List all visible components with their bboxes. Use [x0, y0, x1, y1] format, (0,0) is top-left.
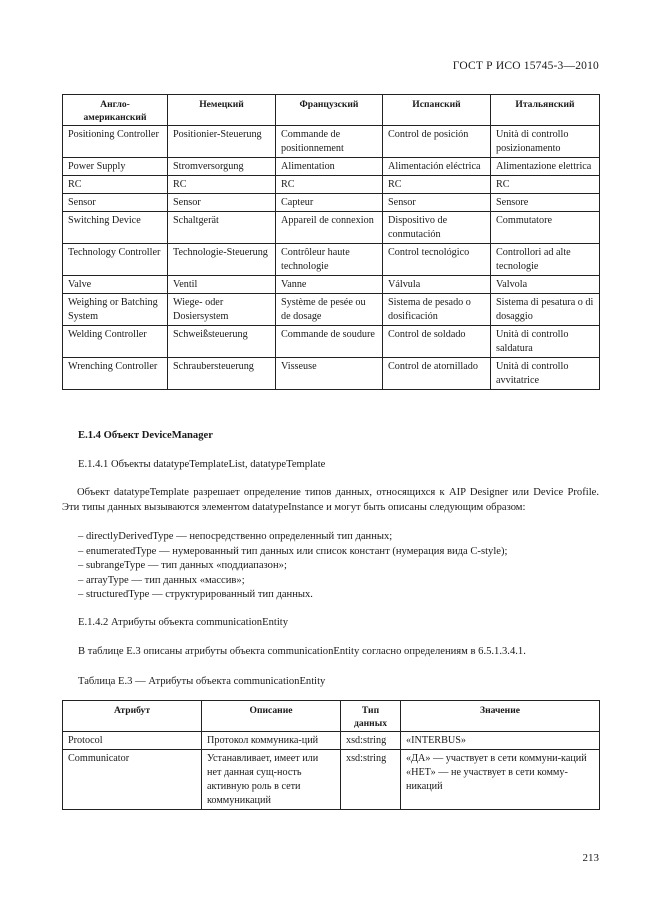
- column-header: Атрибут: [63, 701, 202, 732]
- section-heading-e14: E.1.4 Объект DeviceManager: [78, 430, 213, 441]
- table-cell: Système de pesée ou de dosage: [276, 294, 383, 326]
- column-header: Тип данных: [341, 701, 401, 732]
- table-cell: Alimentación eléctrica: [383, 158, 491, 176]
- table-cell: Wrenching Controller: [63, 358, 168, 390]
- table-cell: Schweißsteuerung: [168, 326, 276, 358]
- page-number: 213: [582, 852, 599, 864]
- table-cell: Appareil de connexion: [276, 212, 383, 244]
- table-cell: RC: [63, 176, 168, 194]
- paragraph-table-reference: В таблице E.3 описаны атрибуты объекта communicationEntity согласно определениям в 6.5.1.3.4.1.: [78, 646, 526, 657]
- table-row: [63, 176, 600, 194]
- table-cell: Unità di controllo avvitatrice: [491, 358, 600, 390]
- table-cell: Positioning Controller: [63, 126, 168, 158]
- datatype-list: [78, 530, 598, 603]
- table-cell: Протокол коммуника-ций: [202, 732, 341, 750]
- table-cell: Sensore: [491, 194, 600, 212]
- table-cell: Ventil: [168, 276, 276, 294]
- table-cell: Sensor: [63, 194, 168, 212]
- table-cell: Stromversorgung: [168, 158, 276, 176]
- list-item: – structuredType — структурированный тип данных.: [78, 589, 313, 600]
- table-row: [63, 158, 600, 176]
- table-cell: Schaltgerät: [168, 212, 276, 244]
- table-cell: xsd:string: [341, 732, 401, 750]
- table-row: [63, 294, 600, 326]
- list-item: – enumeratedType — нумерованный тип данных или список констант (нумерация вида C-style);: [78, 545, 508, 557]
- table-header-row: [63, 701, 600, 732]
- table-cell: «ДА» — участвует в сети коммуни-каций «НЕТ» — не участвует в сети комму-никаций: [401, 750, 600, 810]
- table-cell: Устанавливает, имеет или нет данная сущ-ность активную роль в сети коммуникаций: [202, 750, 341, 810]
- table-cell: Alimentazione elettrica: [491, 158, 600, 176]
- table-cell: Contrôleur haute technologie: [276, 244, 383, 276]
- table-row: [63, 276, 600, 294]
- attributes-table: [62, 700, 600, 810]
- table-cell: Valve: [63, 276, 168, 294]
- paragraph-datatype-template: Объект datatypeTemplate разрешает определение типов данных, относящихся к AIP Designer или Device Profile. Эти типы данных вызываются элементом datatypeInstance и могут быть описаны следующим образом:: [62, 487, 599, 513]
- table-cell: Positionier-Steuerung: [168, 126, 276, 158]
- section-heading-e142: E.1.4.2 Атрибуты объекта communicationEntity: [78, 617, 288, 628]
- table-cell: Communicator: [63, 750, 202, 810]
- table-cell: Unità di controllo saldatura: [491, 326, 600, 358]
- column-header: Итальянский: [491, 95, 600, 126]
- table-cell: Sensor: [168, 194, 276, 212]
- table-row: [63, 194, 600, 212]
- table-cell: Sensor: [383, 194, 491, 212]
- table-cell: Sistema de pesado o dosificación: [383, 294, 491, 326]
- column-header: Французский: [276, 95, 383, 126]
- table-cell: Technology Controller: [63, 244, 168, 276]
- table-row: [63, 126, 600, 158]
- section-heading-e141: E.1.4.1 Объекты datatypeTemplateList, datatypeTemplate: [78, 459, 326, 470]
- list-item: – subrangeType — тип данных «поддиапазон»;: [78, 560, 287, 571]
- table-cell: Weighing or Batching System: [63, 294, 168, 326]
- table-cell: Valvola: [491, 276, 600, 294]
- table-row: [63, 732, 600, 750]
- table-cell: Alimentation: [276, 158, 383, 176]
- table-caption: Таблица E.3 — Атрибуты объекта communicationEntity: [78, 676, 326, 687]
- table-cell: «INTERBUS»: [401, 732, 600, 750]
- table-cell: Welding Controller: [63, 326, 168, 358]
- column-header: Англо-американский: [63, 95, 168, 126]
- table-row: [63, 212, 600, 244]
- list-item: – directlyDerivedType — непосредственно определенный тип данных;: [78, 531, 393, 542]
- table-header-row: [63, 95, 600, 126]
- table-row: [63, 244, 600, 276]
- table-cell: RC: [276, 176, 383, 194]
- table-cell: Commande de soudure: [276, 326, 383, 358]
- table-cell: RC: [491, 176, 600, 194]
- table-row: [63, 358, 600, 390]
- table-cell: Commutatore: [491, 212, 600, 244]
- column-header: Испанский: [383, 95, 491, 126]
- table-cell: Sistema di pesatura o di dosaggio: [491, 294, 600, 326]
- column-header: Описание: [202, 701, 341, 732]
- table-cell: Control de atornillado: [383, 358, 491, 390]
- table-cell: Commande de positionnement: [276, 126, 383, 158]
- table-cell: RC: [383, 176, 491, 194]
- table-cell: Dispositivo de conmutación: [383, 212, 491, 244]
- table-cell: Control tecnológico: [383, 244, 491, 276]
- table-cell: Switching Device: [63, 212, 168, 244]
- table-cell: Wiege- oder Dosiersystem: [168, 294, 276, 326]
- terminology-table: [62, 94, 600, 390]
- table-cell: Capteur: [276, 194, 383, 212]
- table-cell: Control de soldado: [383, 326, 491, 358]
- table-cell: Power Supply: [63, 158, 168, 176]
- table-cell: Protocol: [63, 732, 202, 750]
- table-cell: xsd:string: [341, 750, 401, 810]
- table-cell: Unità di controllo posizionamento: [491, 126, 600, 158]
- list-item: – arrayType — тип данных «массив»;: [78, 574, 245, 586]
- table-row: [63, 750, 600, 810]
- table-row: [63, 326, 600, 358]
- table-cell: Technologie-Steuerung: [168, 244, 276, 276]
- document-header: ГОСТ Р ИСО 15745-3—2010: [452, 60, 599, 72]
- table-cell: Visseuse: [276, 358, 383, 390]
- table-cell: Schraubersteuerung: [168, 358, 276, 390]
- table-cell: RC: [168, 176, 276, 194]
- table-cell: Válvula: [383, 276, 491, 294]
- table-cell: Vanne: [276, 276, 383, 294]
- table-cell: Controllori ad alte tecnologie: [491, 244, 600, 276]
- column-header: Значение: [401, 701, 600, 732]
- column-header: Немецкий: [168, 95, 276, 126]
- table-cell: Control de posición: [383, 126, 491, 158]
